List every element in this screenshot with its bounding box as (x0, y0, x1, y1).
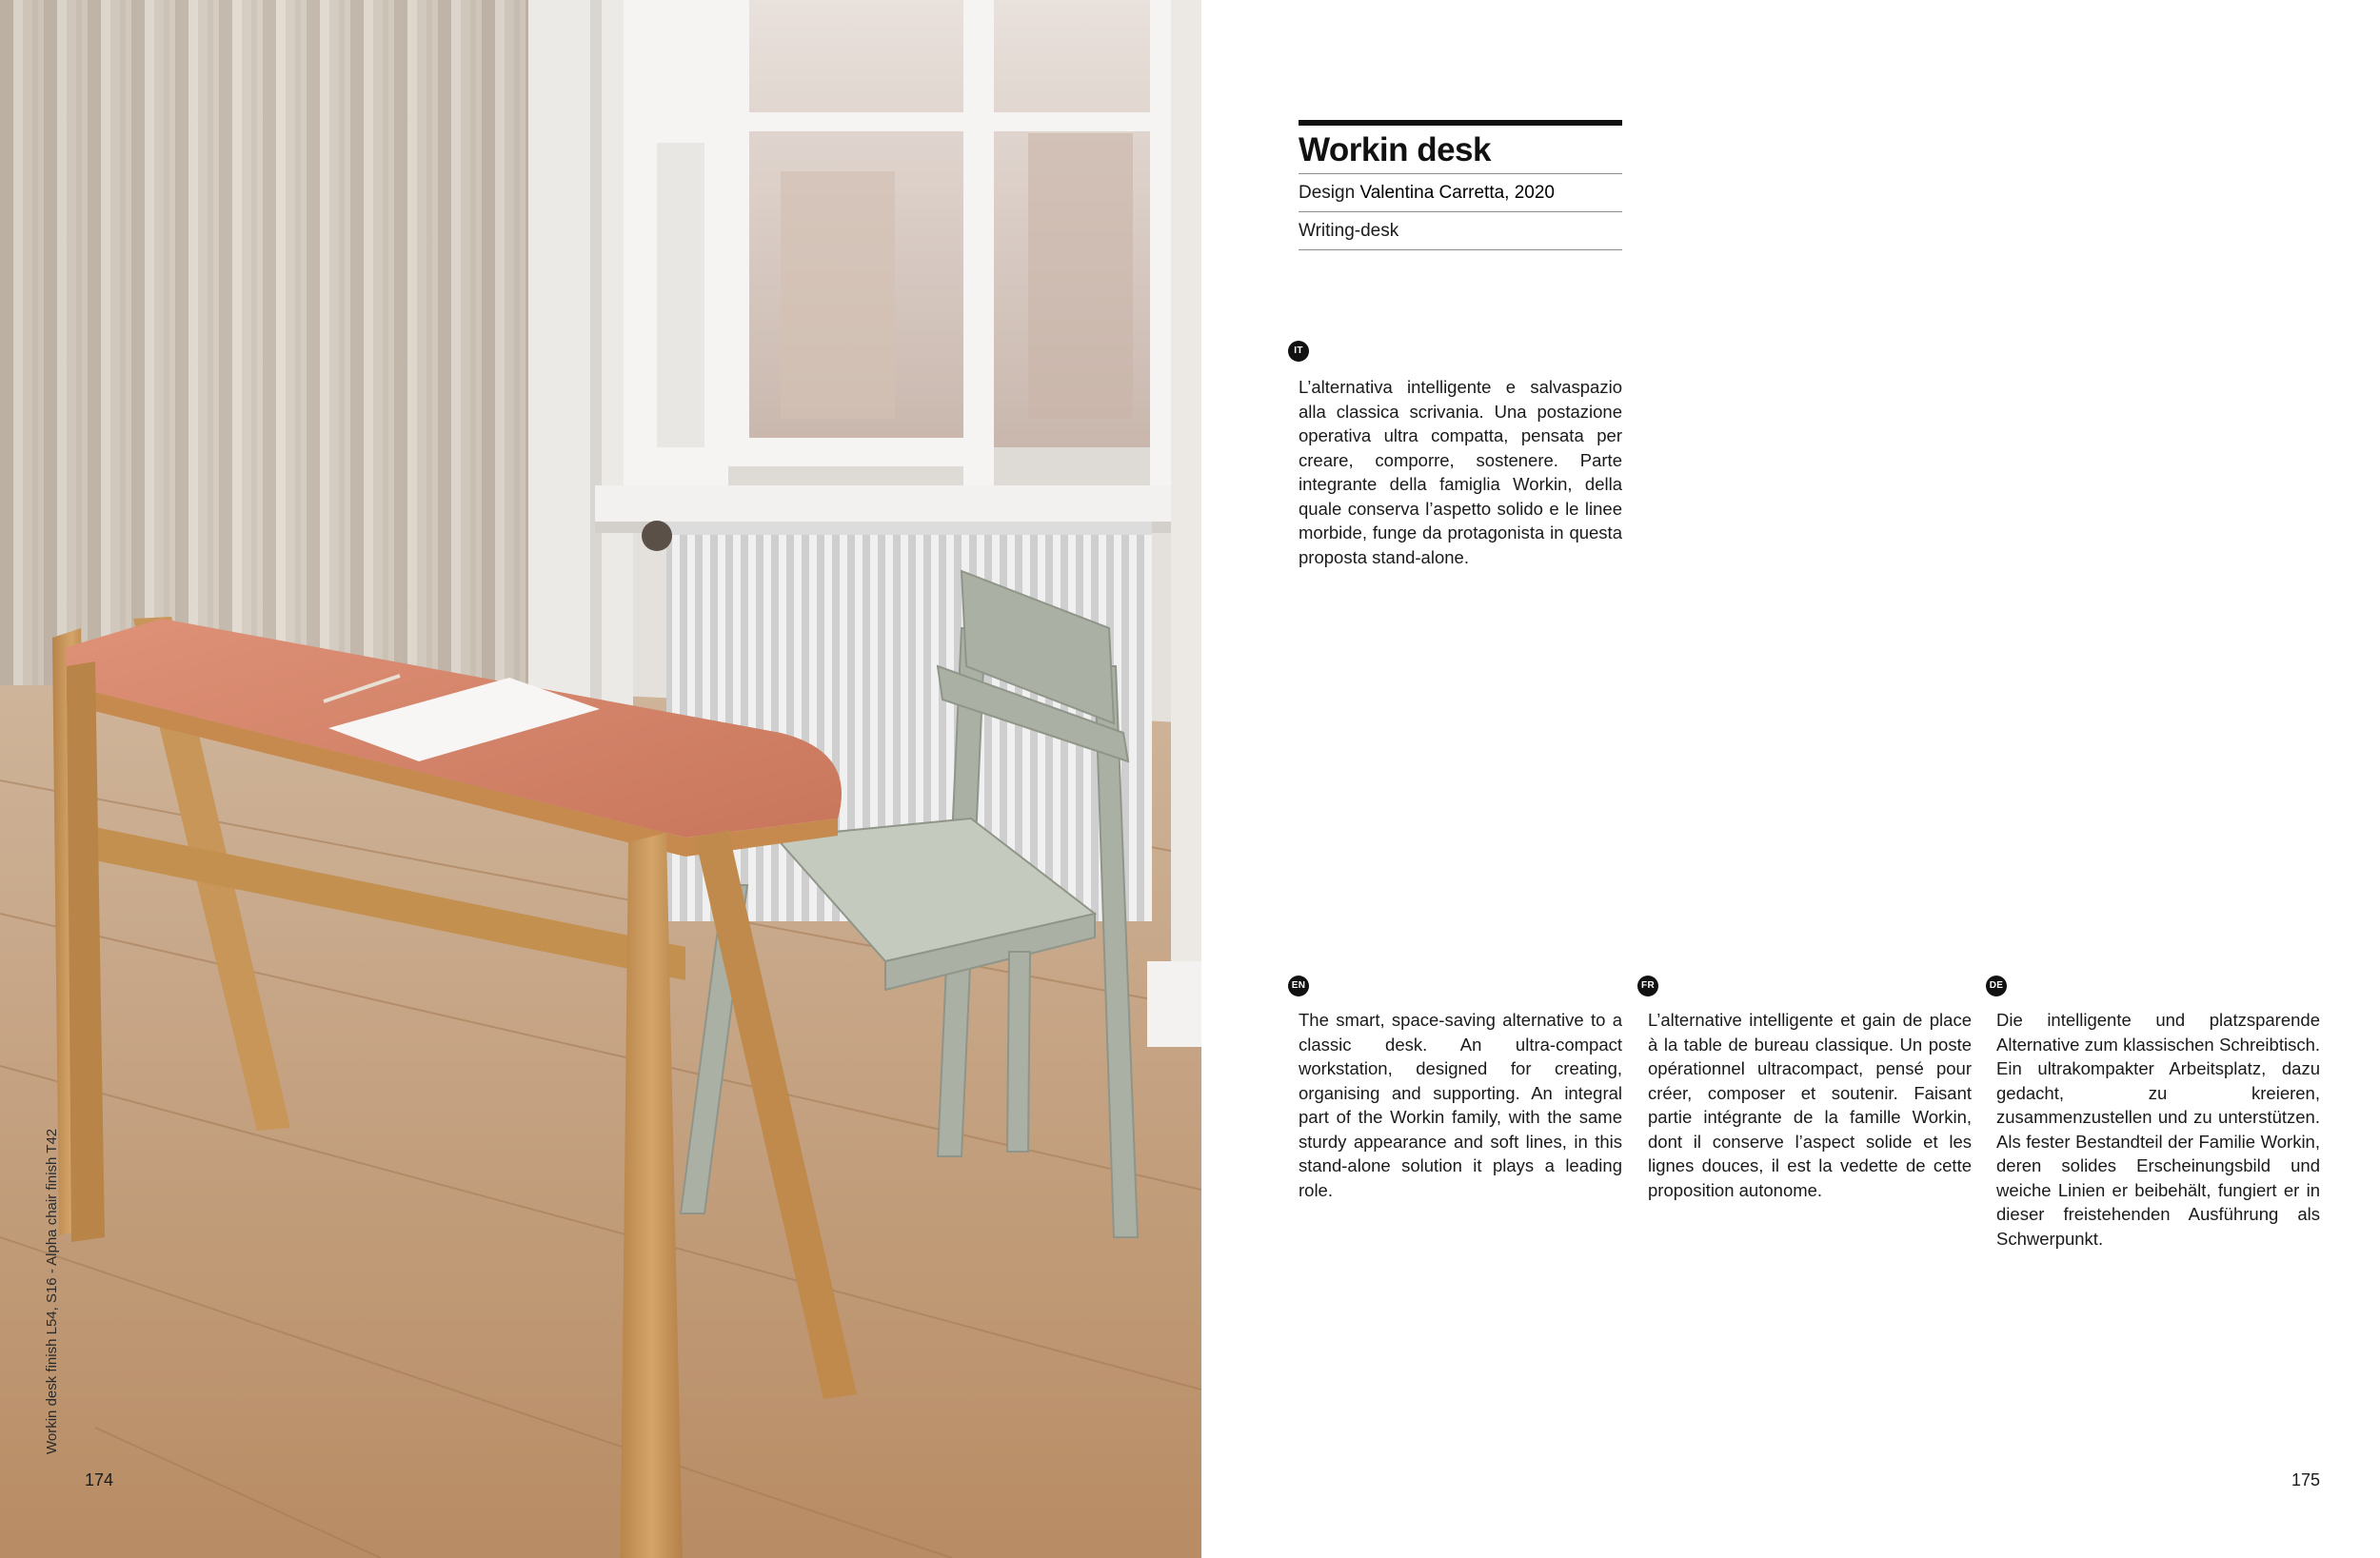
designer-name: Valentina Carretta, 2020 (1359, 183, 1555, 203)
description-it: L’alternativa intelligente e salvaspazio alla classica scrivania. Una postazione operativa ultra compatta, pensata per creare, comporre, sostenere. Parte integrante della famiglia Workin, della quale conserva l’aspetto solido e le linee morbide, funge da protagonista in questa proposta stand-alone. (1299, 377, 1622, 567)
description-de: Die intelligente und platzsparende Alternative zum klassischen Schreibtisch. Ein ultrakompakter Arbeitsplatz, dazu gedacht, zu kreieren, zusammenzustellen und zu unterstützen. Als fester Bestandteil der Familie Workin, deren solides Erscheinungsbild und weiche Linien er beibehält, fungiert er in dieser freistehenden Ausführung als Schwerpunkt. (1996, 1010, 2320, 1249)
lang-badge-fr: FR (1637, 976, 1658, 996)
lang-badge-en: EN (1288, 976, 1309, 996)
lang-badge-de: DE (1986, 976, 2007, 996)
product-category: Writing-desk (1299, 221, 1399, 241)
description-fr: L’alternative intelligente et gain de place à la table de bureau classique. Un poste opérationnel ultracompact, pensé pour créer, composer et soutenir. Faisant partie intégrante de la famille Workin, dont il conserve l’aspect solide et les lignes douces, il est la vedette de cette proposition autonome. (1648, 1010, 1972, 1200)
page-number-right: 175 (2291, 1470, 2321, 1489)
divider (1299, 249, 1622, 250)
lang-badge-it: IT (1288, 341, 1309, 362)
description-en: The smart, space-saving alternative to a classic desk. An ultra-compact workstation, designed for creating, organising and supporting. An integral part of the Workin family, with the same sturdy appearance and soft lines, in this stand-alone solution it plays a leading role. (1299, 1010, 1622, 1200)
page-number-left: 174 (85, 1470, 114, 1489)
designer-line (1299, 174, 1622, 211)
design-prefix: Design (1299, 183, 1356, 203)
product-header (1299, 120, 1622, 250)
product-title: Workin desk (1299, 131, 1491, 168)
photo-caption: Workin desk finish L54, S16 - Alpha chair finish T42 (44, 1128, 60, 1454)
header-top-rule (1299, 120, 1622, 126)
